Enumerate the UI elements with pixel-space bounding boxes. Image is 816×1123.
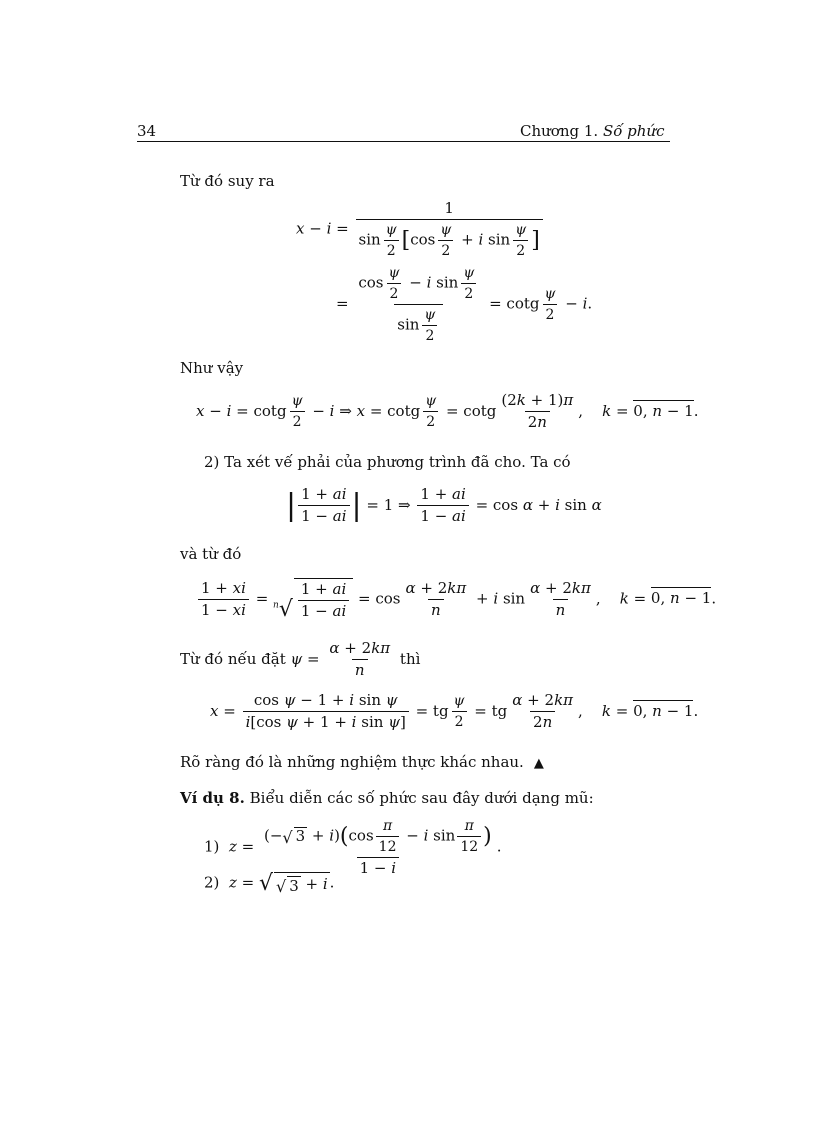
header-rule	[137, 141, 670, 142]
example-item-2: 2) z = √ √ 3 + i .	[204, 870, 335, 896]
paragraph-5-a: Từ đó nếu đặt	[180, 649, 286, 668]
chapter-title: Số phức	[602, 122, 665, 140]
paragraph-6	[180, 753, 544, 772]
paragraph-5: Từ đó nếu đặt ψ = $\frac{\alpha + 2k\pi}{n}$ thì	[180, 639, 421, 680]
running-header	[520, 122, 665, 140]
paragraph-4: và từ đó	[180, 545, 242, 563]
equation-2: x − i = cotg $\frac{\psi}{2}$ − i ⇒ x = cotg $\frac{\psi}{2}$ = cotg $\frac{(2k + 1)\pi}{2n}$ , k = 0, n − 1.	[196, 391, 699, 432]
example-heading	[180, 789, 594, 807]
page-number: 34	[137, 122, 157, 140]
item-1-label: 1)	[204, 837, 220, 856]
paragraph-3: 2) Ta xét vế phải của phương trình đã cho. Ta có	[204, 453, 571, 471]
paragraph-1: Từ đó suy ra	[180, 172, 275, 190]
equation-3: | $\frac{1 + ai}{1 - ai}$ | = 1 ⇒ $\frac{1 + ai}{1 - ai}$ = cos α + i sin α	[286, 485, 602, 526]
example-item-1: 1) z = (− √ 3 + i)(cos $\frac{\pi}{12}$ − i sin $\frac{\pi}{12}$ ) 1 − i .	[204, 818, 502, 878]
equation-5: x = $\frac{\text{cos ψ − 1 + i sin ψ}}{\text{i[cos ψ + 1 + i sin ψ]}}$ = tg $\frac{\psi}{2}$ = tg $\frac{\alpha + 2k\pi}{2n}$ , k = 0, n − 1.	[210, 691, 699, 732]
end-of-proof-icon: ▲	[533, 756, 544, 771]
item-2-label: 2)	[204, 873, 220, 892]
example-text: Biểu diễn các số phức sau đây dưới dạng mũ:	[249, 789, 594, 807]
equation-1b: = cos $\frac{\psi}{2}$ − i sin $\frac{\psi}{2}$ sin $\frac{\psi}{2}$ = cotg $\frac{\psi}{2}$ − i.	[336, 265, 593, 345]
paragraph-5-b: thì	[399, 649, 421, 668]
equation-4: $\frac{1 + xi}{1 - xi}$ = $^n$√ $\frac{1 + ai}{1 - ai}$ = cos $\frac{\alpha + 2k\pi}{n}$ + i sin $\frac{\alpha + 2k\pi}{n}$ , k = 0, n − 1.	[196, 578, 716, 621]
example-label: Ví dụ 8.	[180, 789, 245, 807]
chapter-label: Chương 1.	[520, 122, 599, 140]
equation-1a: x − i = 1 sin $\frac{\psi}{2}$ [cos $\frac{\psi}{2}$ + i sin $\frac{\psi}{2}$ ]	[296, 200, 545, 259]
paragraph-6-text: Rõ ràng đó là những nghiệm thực khác nhau.	[180, 753, 524, 771]
paragraph-2: Như vậy	[180, 359, 244, 377]
